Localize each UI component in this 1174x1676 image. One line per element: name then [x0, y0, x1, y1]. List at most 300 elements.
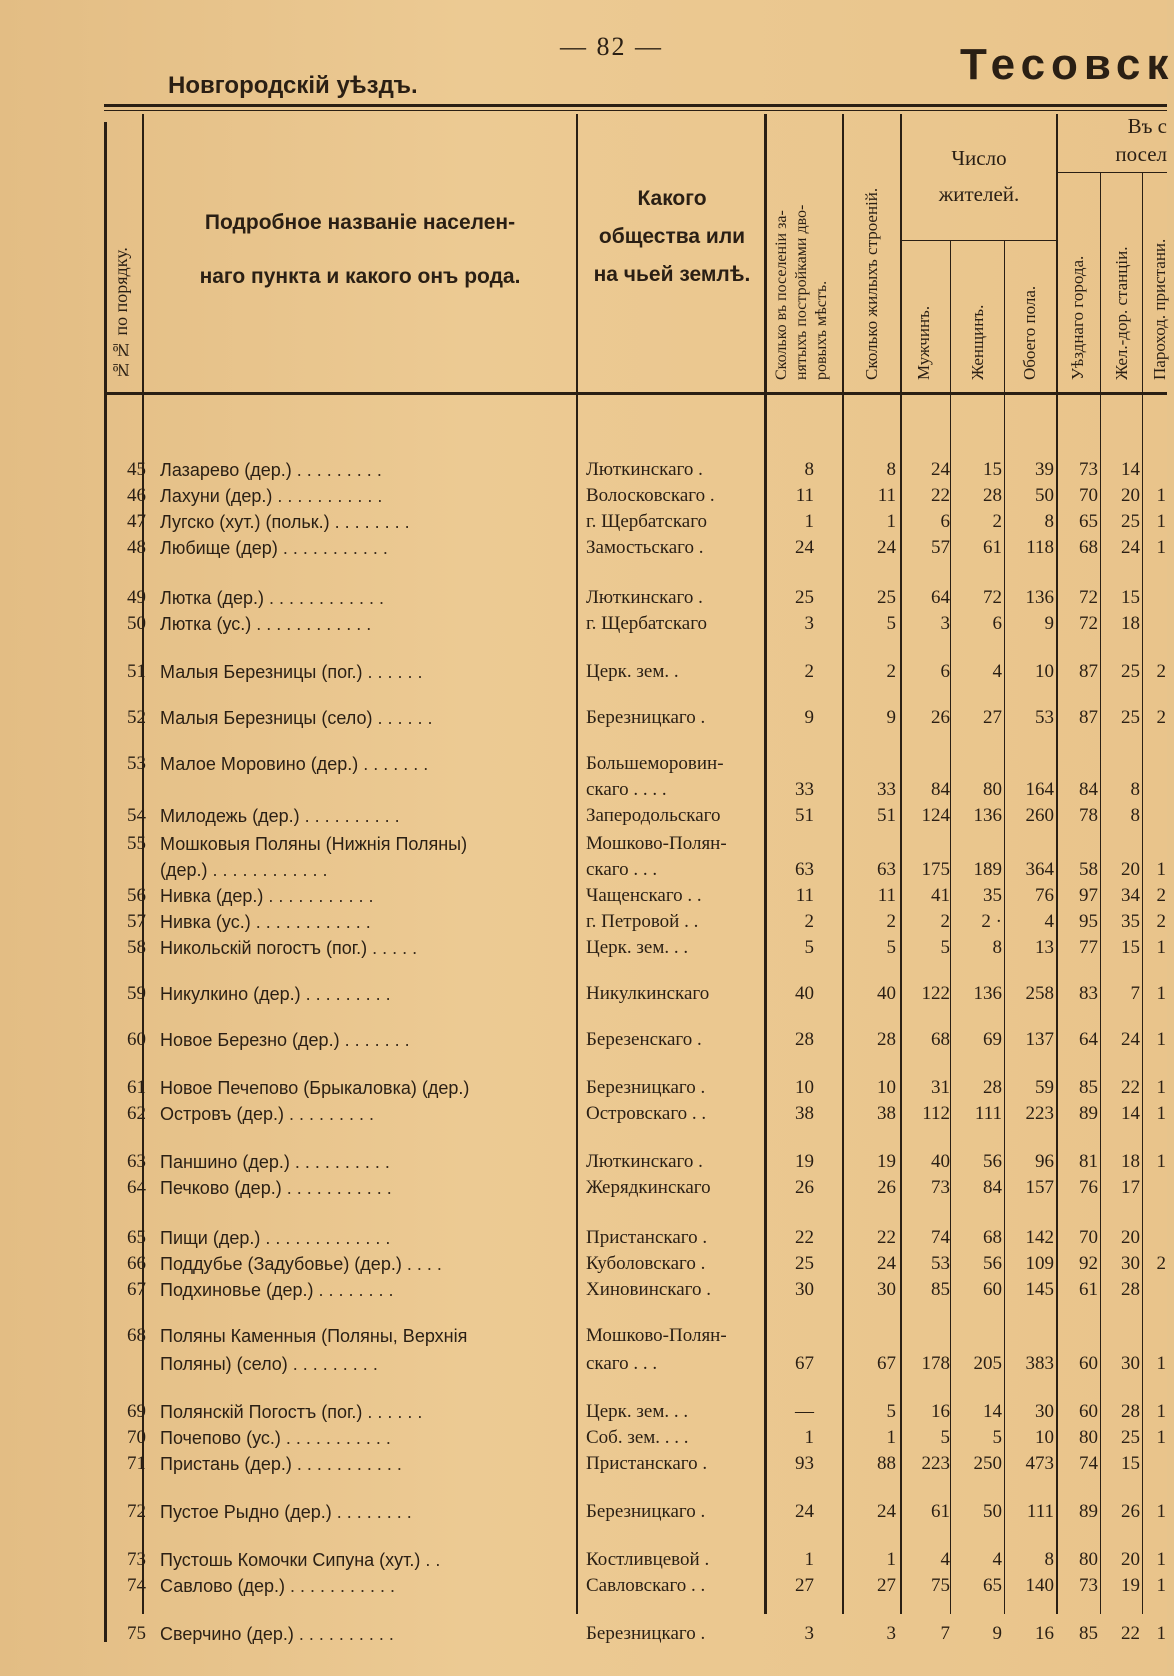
- cell-b: 30: [877, 1279, 896, 1300]
- cell-b: 40: [877, 983, 896, 1004]
- cell-n: 57: [127, 911, 146, 932]
- cell-a: —: [795, 1401, 814, 1422]
- cell-soc: Березницкаго .: [586, 1623, 706, 1644]
- cell-m: 31: [931, 1077, 950, 1098]
- table-row: [0, 612, 1167, 636]
- cell-b: 25: [877, 587, 896, 608]
- cell-t: 142: [1025, 1227, 1054, 1248]
- cell-t: 53: [1035, 707, 1054, 728]
- cell-soc: Пристанскаго .: [586, 1453, 708, 1474]
- cell-soc: г. Щербатскаго: [586, 613, 708, 634]
- cell-m: 6: [940, 661, 950, 682]
- cell-d2: 20: [1121, 859, 1140, 880]
- cell-w: 35: [983, 885, 1002, 906]
- table-row: [0, 1352, 1167, 1376]
- leader-dots: . . . .: [401, 1254, 442, 1274]
- cell-w: 6: [992, 613, 1002, 634]
- cell-a: 51: [795, 805, 814, 826]
- cell-name: Мошковыя Поляны (Нижнія Поляны): [160, 834, 468, 854]
- cell-soc: г. Щербатскаго: [586, 511, 708, 532]
- cell-name: (дер.) . . . . . . . . . . . .: [160, 860, 328, 880]
- cell-b: 11: [877, 485, 896, 506]
- cell-soc: Церк. зем. . .: [586, 937, 689, 958]
- table-row: [0, 660, 1167, 684]
- cell-n: 51: [127, 661, 146, 682]
- cell-t: 260: [1025, 805, 1054, 826]
- cell-d1: 78: [1079, 805, 1098, 826]
- leader-dots: . . . . . . . .: [329, 512, 410, 532]
- cell-w: 8: [992, 937, 1002, 958]
- cell-a: 24: [795, 1501, 814, 1522]
- cell-d2: 18: [1121, 1151, 1140, 1172]
- cell-a: 8: [804, 459, 814, 480]
- cell-soc: Березницкаго .: [586, 1501, 706, 1522]
- cell-n: 73: [127, 1549, 146, 1570]
- table-row: [0, 752, 1167, 776]
- cell-m: 26: [931, 707, 950, 728]
- cell-b: 5: [886, 1401, 896, 1422]
- cell-d1: 87: [1079, 661, 1098, 682]
- table-row: [0, 1076, 1167, 1100]
- leader-dots: . . . . . . . . . . . .: [263, 588, 384, 608]
- cell-a: 24: [795, 537, 814, 558]
- cell-t: 364: [1025, 859, 1054, 880]
- cell-t: 10: [1035, 661, 1054, 682]
- cell-b: 1: [886, 1427, 896, 1448]
- cell-d1: 61: [1079, 1279, 1098, 1300]
- cell-d1: 70: [1079, 485, 1098, 506]
- cell-m: 64: [931, 587, 950, 608]
- cell-t: 8: [1044, 511, 1054, 532]
- cell-b: 26: [877, 1177, 896, 1198]
- cell-d2: 25: [1121, 661, 1140, 682]
- cell-name: Лютка (дер.) . . . . . . . . . . . .: [160, 588, 384, 608]
- cell-b: 1: [886, 511, 896, 532]
- cell-m: 68: [931, 1029, 950, 1050]
- cell-soc: Люткинскаго .: [586, 459, 703, 480]
- cell-name: Любище (дер) . . . . . . . . . . .: [160, 538, 388, 558]
- cell-b: 8: [886, 459, 896, 480]
- table-row: [0, 910, 1167, 934]
- cell-soc: Пристанскаго .: [586, 1227, 708, 1248]
- cell-n: 60: [127, 1029, 146, 1050]
- cell-t: 76: [1035, 885, 1054, 906]
- cell-t: 258: [1025, 983, 1054, 1004]
- cell-d1: 73: [1079, 1575, 1098, 1596]
- cell-name: Малыя Березницы (село) . . . . . .: [160, 708, 433, 728]
- cell-soc: Березницкаго .: [586, 1077, 706, 1098]
- cell-d2: 22: [1121, 1077, 1140, 1098]
- cell-name: Никольскій погостъ (пог.) . . . . .: [160, 938, 418, 958]
- cell-w: 61: [983, 537, 1002, 558]
- cell-name: Полянскій Погостъ (пог.) . . . . . .: [160, 1402, 423, 1422]
- cell-m: 3: [940, 613, 950, 634]
- cell-m: 7: [940, 1623, 950, 1644]
- cell-d3: 2: [1156, 661, 1166, 682]
- leader-dots: . . . . . . .: [339, 1030, 410, 1050]
- cell-n: 45: [127, 459, 146, 480]
- cell-d3: 2: [1156, 911, 1166, 932]
- cell-d3: 1: [1156, 1103, 1166, 1124]
- cell-m: 175: [921, 859, 950, 880]
- cell-t: 10: [1035, 1427, 1054, 1448]
- cell-m: 74: [931, 1227, 950, 1248]
- cell-n: 58: [127, 937, 146, 958]
- leader-dots: . . . . . . . . . . .: [281, 1178, 392, 1198]
- header-num: №№ по порядку.: [111, 247, 131, 380]
- cell-w: 69: [983, 1029, 1002, 1050]
- cell-d2: 25: [1121, 511, 1140, 532]
- dist-subrule: [1056, 172, 1167, 173]
- cell-name: Лютка (ус.) . . . . . . . . . . . .: [160, 614, 372, 634]
- cell-d1: 84: [1079, 779, 1098, 800]
- cell-b: 51: [877, 805, 896, 826]
- cell-soc: Островскаго . .: [586, 1103, 707, 1124]
- cell-w: 68: [983, 1227, 1002, 1248]
- cell-d2: 34: [1121, 885, 1140, 906]
- cell-t: 145: [1025, 1279, 1054, 1300]
- cell-a: 3: [804, 1623, 814, 1644]
- leader-dots: . . . . . . . . . .: [299, 806, 400, 826]
- leader-dots: . .: [420, 1550, 441, 1570]
- table-row: [0, 1150, 1167, 1174]
- cell-a: 1: [804, 1427, 814, 1448]
- table-row: [0, 510, 1167, 534]
- cell-a: 10: [795, 1077, 814, 1098]
- cell-name: Савлово (дер.) . . . . . . . . . . .: [160, 1576, 395, 1596]
- cell-m: 85: [931, 1279, 950, 1300]
- table-row: [0, 1102, 1167, 1126]
- cell-soc: Куболовскаго .: [586, 1253, 706, 1274]
- leader-dots: . . . . . . . . . . . .: [250, 912, 371, 932]
- cell-b: 24: [877, 1501, 896, 1522]
- cell-n: 55: [127, 833, 146, 854]
- cell-d2: 20: [1121, 1227, 1140, 1248]
- table-row: [0, 778, 1167, 802]
- cell-a: 11: [795, 485, 814, 506]
- cell-n: 61: [127, 1077, 146, 1098]
- leader-dots: . . . . . . . .: [313, 1280, 394, 1300]
- cell-d2: 25: [1121, 1427, 1140, 1448]
- cell-w: 205: [973, 1353, 1002, 1374]
- leader-dots: . . . . . .: [362, 662, 423, 682]
- cell-w: 111: [974, 1103, 1002, 1124]
- cell-d2: 22: [1121, 1623, 1140, 1644]
- cell-d2: 35: [1121, 911, 1140, 932]
- cell-a: 19: [795, 1151, 814, 1172]
- header-buildings: Сколько жилыхъ строеній.: [862, 187, 881, 380]
- table-row: [0, 484, 1167, 508]
- leader-dots: . . . . . . . .: [331, 1502, 412, 1522]
- cell-t: 16: [1035, 1623, 1054, 1644]
- cell-n: 66: [127, 1253, 146, 1274]
- cell-n: 63: [127, 1151, 146, 1172]
- header-men: Мужчинъ.: [914, 305, 933, 380]
- cell-soc: Мошково-Полян-: [586, 1325, 727, 1346]
- cell-d1: 70: [1079, 1227, 1098, 1248]
- cell-t: 223: [1025, 1103, 1054, 1124]
- table-row: [0, 1452, 1167, 1476]
- cell-d1: 92: [1079, 1253, 1098, 1274]
- cell-w: 15: [983, 459, 1002, 480]
- leader-dots: . . . . . . . . .: [287, 1354, 378, 1374]
- cell-d2: 7: [1130, 983, 1140, 1004]
- cell-d1: 87: [1079, 707, 1098, 728]
- cell-t: 9: [1044, 613, 1054, 634]
- cell-t: 4: [1044, 911, 1054, 932]
- leader-dots: . . . . .: [367, 938, 418, 958]
- cell-d3: 1: [1156, 1501, 1166, 1522]
- header-yards-3: ровыхъ мѣстъ.: [813, 280, 830, 380]
- cell-d3: 1: [1156, 859, 1166, 880]
- table-row: [0, 1400, 1167, 1424]
- cell-d3: 2: [1156, 1253, 1166, 1274]
- cell-m: 61: [931, 1501, 950, 1522]
- cell-n: 69: [127, 1401, 146, 1422]
- cell-m: 6: [940, 511, 950, 532]
- cell-w: 60: [983, 1279, 1002, 1300]
- cell-w: 14: [983, 1401, 1002, 1422]
- header-town: Уѣзднаго города.: [1068, 255, 1087, 380]
- cell-n: 75: [127, 1623, 146, 1644]
- cell-a: 40: [795, 983, 814, 1004]
- table-row: [0, 1028, 1167, 1052]
- residents-subrule: [900, 240, 1056, 241]
- cell-m: 75: [931, 1575, 950, 1596]
- header-pier: Пароход. пристани.: [1150, 238, 1169, 380]
- cell-t: 30: [1035, 1401, 1054, 1422]
- cell-name: Подхиновье (дер.) . . . . . . . .: [160, 1280, 394, 1300]
- cell-n: 48: [127, 537, 146, 558]
- table-row: [0, 1324, 1167, 1348]
- cell-w: 189: [973, 859, 1002, 880]
- leader-dots: . . . . . .: [362, 1402, 423, 1422]
- cell-d1: 76: [1079, 1177, 1098, 1198]
- cell-n: 49: [127, 587, 146, 608]
- cell-m: 84: [931, 779, 950, 800]
- cell-b: 5: [886, 613, 896, 634]
- cell-d2: 20: [1121, 1549, 1140, 1570]
- cell-b: 88: [877, 1453, 896, 1474]
- cell-n: 62: [127, 1103, 146, 1124]
- header-rule: [104, 392, 1167, 395]
- cell-n: 53: [127, 753, 146, 774]
- uezd-title: Новгородскій уѣздъ.: [168, 72, 418, 99]
- cell-t: 13: [1035, 937, 1054, 958]
- table-row: [0, 1278, 1167, 1302]
- cell-name: Новое Березно (дер.) . . . . . . .: [160, 1030, 410, 1050]
- cell-m: 16: [931, 1401, 950, 1422]
- cell-d2: 14: [1121, 459, 1140, 480]
- cell-w: 72: [983, 587, 1002, 608]
- cell-name: Лугско (хут.) (польк.) . . . . . . . .: [160, 512, 410, 532]
- cell-soc: Савловскаго . .: [586, 1575, 706, 1596]
- cell-name: Милодежь (дер.) . . . . . . . . . .: [160, 806, 400, 826]
- cell-b: 38: [877, 1103, 896, 1124]
- cell-m: 112: [922, 1103, 950, 1124]
- header-distance: Въ с посел: [1115, 114, 1167, 166]
- cell-name: Новое Печепово (Брыкаловка) (дер.): [160, 1078, 470, 1098]
- cell-n: 65: [127, 1227, 146, 1248]
- leader-dots: . . . . . . . . . .: [293, 1624, 394, 1644]
- leader-dots: . . . . . . . . . . .: [277, 538, 388, 558]
- cell-t: 383: [1025, 1353, 1054, 1374]
- cell-m: 178: [921, 1353, 950, 1374]
- header-society: Какого общества или на чьей землѣ.: [593, 187, 751, 286]
- cell-soc: скаго . . . .: [586, 779, 667, 800]
- cell-w: 136: [973, 805, 1002, 826]
- cell-b: 22: [877, 1227, 896, 1248]
- cell-t: 8: [1044, 1549, 1054, 1570]
- table-row: [0, 832, 1167, 856]
- header-women: Женщинъ.: [968, 304, 987, 380]
- cell-d2: 18: [1121, 613, 1140, 634]
- cell-w: 84: [983, 1177, 1002, 1198]
- cell-d2: 8: [1130, 805, 1140, 826]
- cell-n: 71: [127, 1453, 146, 1474]
- cell-t: 39: [1035, 459, 1054, 480]
- cell-d2: 24: [1121, 537, 1140, 558]
- cell-a: 26: [795, 1177, 814, 1198]
- cell-b: 1: [886, 1549, 896, 1570]
- cell-d3: 1: [1156, 1401, 1166, 1422]
- cell-w: 56: [983, 1151, 1002, 1172]
- cell-n: 52: [127, 707, 146, 728]
- header-yards-2: нятыхъ постройками дво-: [793, 204, 810, 380]
- cell-d1: 80: [1079, 1427, 1098, 1448]
- cell-name: Паншино (дер.) . . . . . . . . . .: [160, 1152, 390, 1172]
- cell-soc: Костливцевой .: [586, 1549, 710, 1570]
- cell-w: 4: [992, 661, 1002, 682]
- cell-b: 24: [877, 537, 896, 558]
- cell-d1: 60: [1079, 1401, 1098, 1422]
- header-both: Обоего пола.: [1020, 285, 1039, 380]
- cell-d1: 73: [1079, 459, 1098, 480]
- cell-soc: Люткинскаго .: [586, 587, 703, 608]
- cell-d2: 15: [1121, 587, 1140, 608]
- table-row: [0, 804, 1167, 828]
- cell-b: 2: [886, 911, 896, 932]
- cell-n: 68: [127, 1325, 146, 1346]
- cell-d1: 89: [1079, 1103, 1098, 1124]
- cell-d2: 15: [1121, 1453, 1140, 1474]
- cell-m: 40: [931, 1151, 950, 1172]
- cell-d2: 20: [1121, 485, 1140, 506]
- cell-soc: скаго . . .: [586, 859, 658, 880]
- cell-d3: 1: [1156, 983, 1166, 1004]
- cell-soc: Березенскаго .: [586, 1029, 702, 1050]
- cell-name: Пустое Рыдно (дер.) . . . . . . . .: [160, 1502, 412, 1522]
- table-row: [0, 858, 1167, 882]
- cell-soc: Соб. зем. . . .: [586, 1427, 689, 1448]
- cell-m: 5: [940, 937, 950, 958]
- top-rule: [104, 104, 1167, 107]
- table-row: [0, 458, 1167, 482]
- leader-dots: . . . . . . . . .: [291, 460, 382, 480]
- cell-b: 63: [877, 859, 896, 880]
- cell-w: 27: [983, 707, 1002, 728]
- header-station: Жел.-дор. станціи.: [1112, 246, 1131, 380]
- cell-d3: 2: [1156, 707, 1166, 728]
- cell-w: 28: [983, 1077, 1002, 1098]
- table-row: [0, 1548, 1167, 1572]
- cell-m: 41: [931, 885, 950, 906]
- cell-n: 64: [127, 1177, 146, 1198]
- leader-dots: . . . . . . . . .: [284, 1104, 375, 1124]
- leader-dots: . . . . . . . . . . .: [280, 1428, 391, 1448]
- leader-dots: . . . . . . .: [358, 754, 429, 774]
- cell-d1: 80: [1079, 1549, 1098, 1570]
- cell-d2: 19: [1121, 1575, 1140, 1596]
- cell-a: 3: [804, 613, 814, 634]
- cell-name: Поляны Каменныя (Поляны, Верхнія: [160, 1326, 468, 1346]
- header-residents: Число жителей.: [938, 146, 1020, 206]
- cell-d1: 89: [1079, 1501, 1098, 1522]
- cell-b: 3: [886, 1623, 896, 1644]
- cell-w: 50: [983, 1501, 1002, 1522]
- cell-d1: 72: [1079, 613, 1098, 634]
- table-row: [0, 536, 1167, 560]
- cell-soc: Заперодольскаго: [586, 805, 721, 826]
- cell-d1: 58: [1079, 859, 1098, 880]
- table-row: [0, 1226, 1167, 1250]
- cell-w: 4: [992, 1549, 1002, 1570]
- cell-d2: 30: [1121, 1353, 1140, 1374]
- cell-d2: 28: [1121, 1279, 1140, 1300]
- cell-m: 5: [940, 1427, 950, 1448]
- cell-m: 122: [921, 983, 950, 1004]
- table-row: [0, 1426, 1167, 1450]
- cell-a: 67: [795, 1353, 814, 1374]
- leader-dots: . . . . . . . . . . .: [272, 486, 383, 506]
- cell-d3: 1: [1156, 511, 1166, 532]
- cell-d2: 14: [1121, 1103, 1140, 1124]
- cell-soc: скаго . . .: [586, 1353, 658, 1374]
- cell-w: 9: [992, 1623, 1002, 1644]
- leader-dots: . . . . . . . . . . .: [263, 886, 374, 906]
- cell-a: 2: [804, 911, 814, 932]
- cell-d3: 1: [1156, 1029, 1166, 1050]
- cell-w: 65: [983, 1575, 1002, 1596]
- cell-soc: Никулкинскаго: [586, 983, 710, 1004]
- cell-d1: 97: [1079, 885, 1098, 906]
- cell-w: 80: [983, 779, 1002, 800]
- page-number: — 82 —: [560, 32, 663, 61]
- cell-b: 33: [877, 779, 896, 800]
- cell-b: 67: [877, 1353, 896, 1374]
- cell-a: 28: [795, 1029, 814, 1050]
- cell-d2: 25: [1121, 707, 1140, 728]
- cell-a: 33: [795, 779, 814, 800]
- cell-b: 11: [877, 885, 896, 906]
- cell-d1: 95: [1079, 911, 1098, 932]
- leader-dots: . . . . . . . . . . . . .: [260, 1228, 391, 1248]
- cell-a: 27: [795, 1575, 814, 1596]
- table-row: [0, 706, 1167, 730]
- cell-soc: Люткинскаго .: [586, 1151, 703, 1172]
- cell-d1: 77: [1079, 937, 1098, 958]
- cell-name: Малыя Березницы (пог.) . . . . . .: [160, 662, 423, 682]
- cell-b: 28: [877, 1029, 896, 1050]
- cell-d3: 1: [1156, 1575, 1166, 1596]
- cell-name: Нивка (дер.) . . . . . . . . . . .: [160, 886, 374, 906]
- cell-d1: 60: [1079, 1353, 1098, 1374]
- cell-name: Малое Моровино (дер.) . . . . . . .: [160, 754, 429, 774]
- cell-name: Поддубье (Задубовье) (дер.) . . . .: [160, 1254, 442, 1274]
- cell-name: Поляны) (село) . . . . . . . . .: [160, 1354, 378, 1374]
- cell-t: 140: [1025, 1575, 1054, 1596]
- cell-m: 57: [931, 537, 950, 558]
